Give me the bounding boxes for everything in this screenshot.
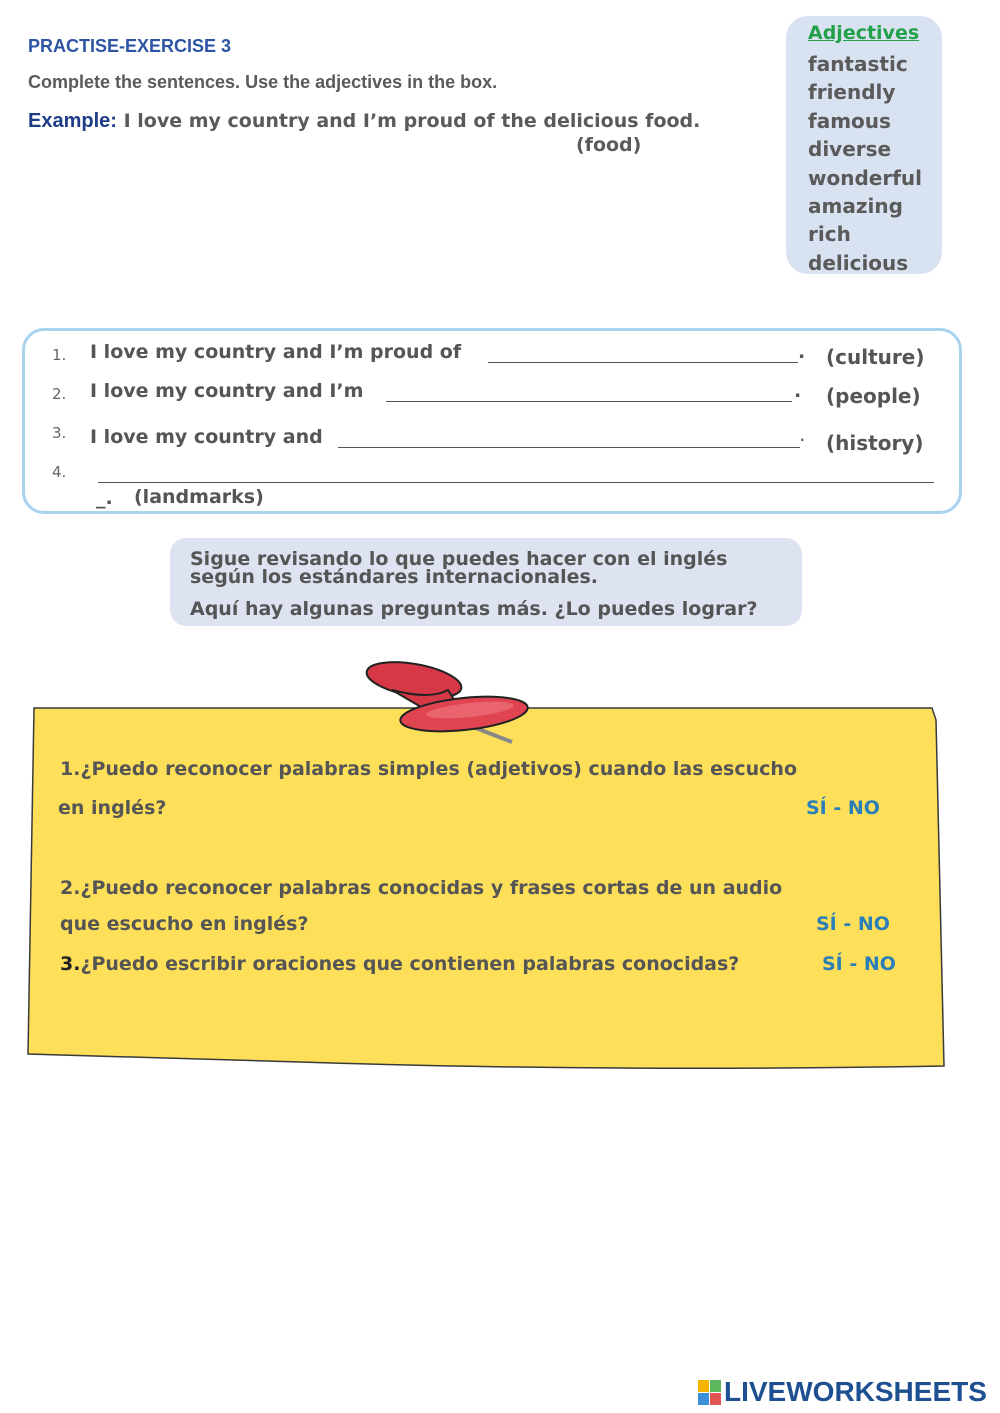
hint-history: (history) — [826, 431, 924, 455]
exercise-title: PRACTISE-EXERCISE 3 — [28, 36, 232, 56]
adjectives-heading: Adjectives — [808, 22, 920, 44]
sentence-text: I love my country and I’m proud of — [90, 341, 462, 363]
notice-line-2: según los estándares internacionales. — [190, 566, 599, 588]
question-1-line-2: en inglés? — [58, 797, 167, 819]
notice-line-3: Aquí hay algunas preguntas más. ¿Lo puedes lograr? — [190, 598, 758, 620]
sentence-text: I love my country and — [90, 426, 323, 448]
sentence-end: . — [800, 430, 805, 444]
adjective-item: friendly — [808, 80, 896, 105]
adjective-item: diverse — [808, 137, 892, 162]
example-text: I love my country and I’m proud of the delicious food. — [123, 110, 701, 132]
answer-option-2[interactable]: SÍ - NO — [816, 913, 890, 935]
adjective-item: delicious — [808, 250, 909, 275]
adjective-item: fantastic — [808, 52, 908, 76]
sentence-end: _. — [96, 487, 113, 509]
question-3 — [60, 953, 739, 975]
question-3-number: 3. — [60, 953, 81, 975]
adjective-item: amazing — [808, 193, 903, 218]
example-hint: (food) — [576, 134, 642, 156]
question-3-text: ¿Puedo escribir oraciones que contienen palabras conocidas? — [80, 953, 740, 975]
question-2-line-1: 2.¿Puedo reconocer palabras conocidas y frases cortas de un audio — [60, 877, 783, 899]
adjective-item: wonderful — [808, 165, 922, 190]
instruction-text: Complete the sentences. Use the adjectives in the box. — [28, 72, 498, 92]
footer-brand[interactable]: LIVEWORKSHEETS — [724, 1376, 987, 1407]
adjective-item: rich — [808, 222, 851, 247]
sentence-end: . — [798, 341, 806, 363]
question-1-line-1: 1.¿Puedo reconocer palabras simples (adjetivos) cuando las escucho — [60, 758, 798, 780]
example-label: Example: — [28, 110, 117, 132]
question-2-line-2: que escucho en inglés? — [60, 913, 309, 935]
hint-culture: (culture) — [826, 345, 925, 369]
liveworksheets-logo-icon — [698, 1380, 722, 1406]
adjective-item: famous — [808, 108, 891, 133]
item-number: 1. — [52, 346, 67, 364]
notice-line-1: Sigue revisando lo que puedes hacer con el inglés — [190, 548, 728, 570]
answer-option-3[interactable]: SÍ - NO — [822, 953, 896, 975]
item-number: 2. — [52, 385, 67, 403]
hint-landmarks: (landmarks) — [134, 486, 264, 508]
sentence-end: . — [794, 380, 802, 402]
item-number: 3. — [52, 424, 67, 442]
sentence-text: I love my country and I’m — [90, 380, 364, 402]
answer-option-1[interactable]: SÍ - NO — [806, 797, 880, 819]
hint-people: (people) — [826, 384, 921, 408]
item-number: 4. — [52, 463, 67, 481]
